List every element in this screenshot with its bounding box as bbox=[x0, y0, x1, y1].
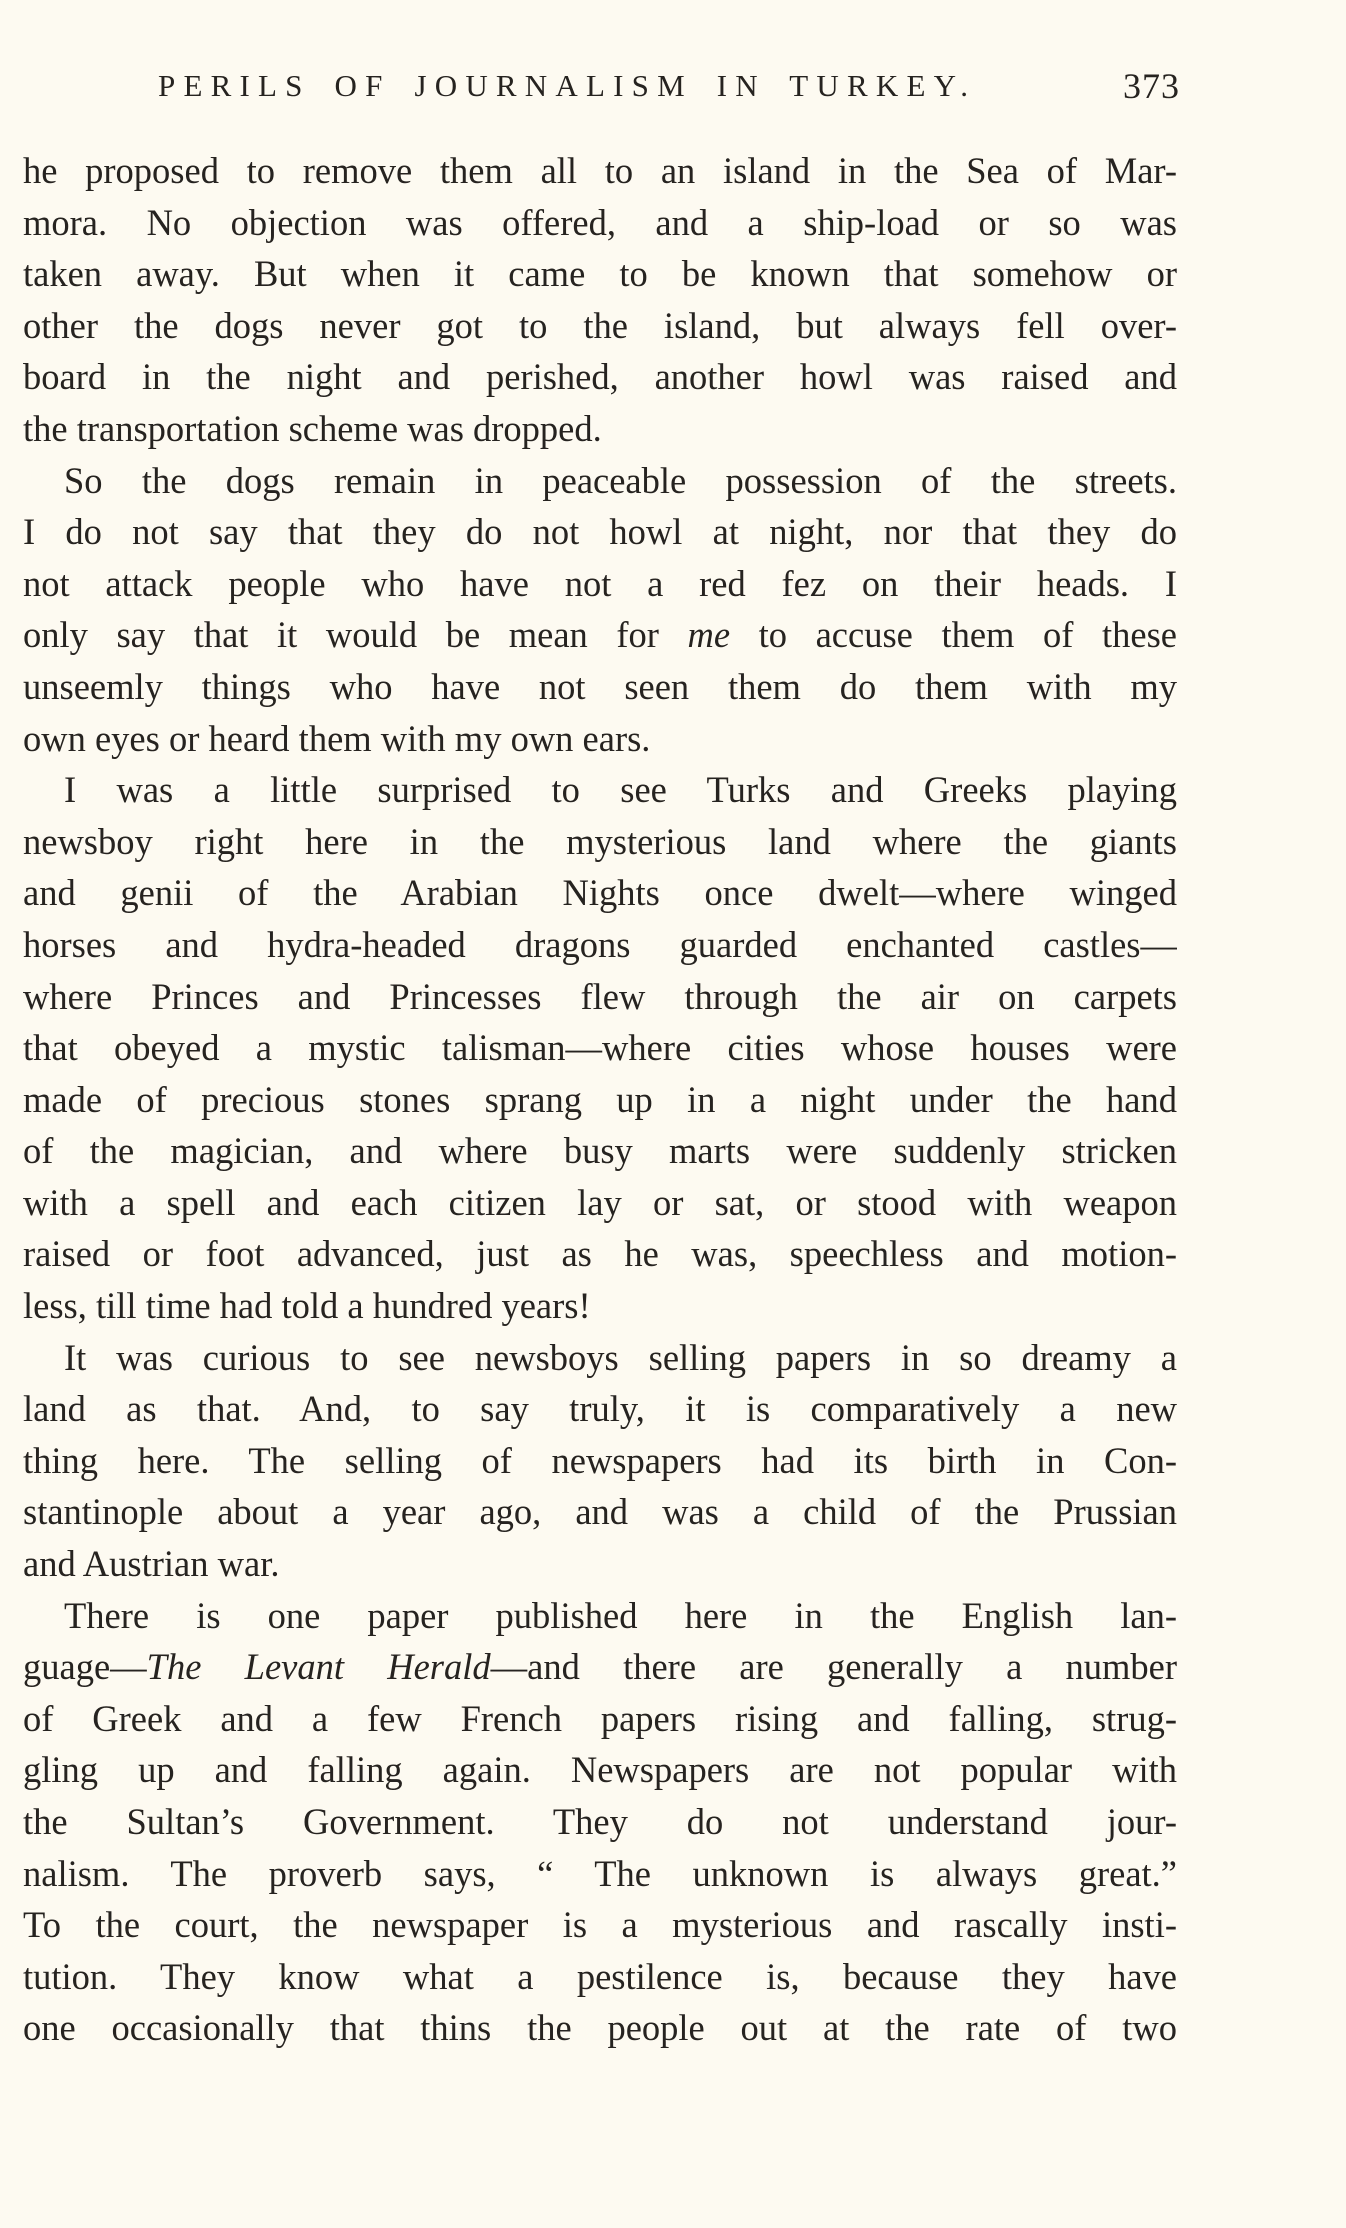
text-line: land as that. And, to say truly, it is comparatively a new bbox=[23, 1388, 1177, 1430]
text-line: unseemly things who have not seen them do them with my bbox=[23, 665, 1177, 707]
text-line: tution. They know what a pestilence is, because they have bbox=[23, 1955, 1177, 1997]
text-line bbox=[23, 609, 1177, 661]
running-title: PERILS OF JOURNALISM IN TURKEY. bbox=[158, 68, 977, 103]
text-line: the Sultan’s Government. They do not understand jour- bbox=[23, 1801, 1177, 1842]
text-segment: only say that it would be mean for bbox=[23, 614, 688, 656]
text-line: stantinople about a year ago, and was a child of the Prussian bbox=[23, 1491, 1177, 1533]
text-line: the transportation scheme was dropped. bbox=[23, 407, 602, 449]
text-line: gling up and falling again. Newspapers are not popular with bbox=[23, 1749, 1177, 1791]
text-line: There is one paper published here in the English lan- bbox=[64, 1594, 1177, 1636]
text-line: So the dogs remain in peaceable possession of the streets. bbox=[64, 459, 1177, 501]
text-line: other the dogs never got to the island, but always fell over- bbox=[23, 304, 1177, 346]
text-segment: to accuse them of these bbox=[730, 614, 1177, 656]
text-segment: guage— bbox=[23, 1646, 147, 1688]
text-line bbox=[23, 1641, 1177, 1693]
text-line: with a spell and each citizen lay or sat, or stood with weapon bbox=[23, 1181, 1177, 1223]
text-line: nalism. The proverb says, “ The unknown is always great.” bbox=[23, 1852, 1177, 1894]
text-line: taken away. But when it came to be known that somehow or bbox=[23, 253, 1177, 295]
text-line: thing here. The selling of newspapers had its birth in Con- bbox=[23, 1439, 1177, 1481]
text-line: one occasionally that thins the people out at the rate of two bbox=[23, 2007, 1177, 2049]
text-line: not attack people who have not a red fez on their heads. I bbox=[23, 562, 1177, 604]
text-line: less, till time had told a hundred years! bbox=[23, 1285, 591, 1327]
body-text bbox=[23, 145, 1177, 2054]
text-line: board in the night and perished, another howl was raised and bbox=[23, 356, 1177, 398]
text-line: and genii of the Arabian Nights once dwelt—where winged bbox=[23, 872, 1177, 914]
text-line: own eyes or heard them with my own ears. bbox=[23, 717, 651, 759]
running-head bbox=[150, 62, 1180, 110]
text-line: of the magician, and where busy marts were suddenly stricken bbox=[23, 1130, 1177, 1172]
text-segment: —and there are generally a number bbox=[490, 1646, 1177, 1688]
text-line: made of precious stones sprang up in a night under the hand bbox=[23, 1078, 1177, 1120]
text-line: where Princes and Princesses flew through the air on carpets bbox=[23, 975, 1177, 1017]
italic-text: The Levant Herald bbox=[146, 1646, 491, 1688]
text-line: I do not say that they do not howl at night, nor that they do bbox=[23, 511, 1177, 553]
text-line: To the court, the newspaper is a mysterious and rascally insti- bbox=[23, 1904, 1177, 1946]
text-line: of Greek and a few French papers rising and falling, strug- bbox=[23, 1697, 1177, 1739]
text-line: that obeyed a mystic talisman—where cities whose houses were bbox=[23, 1027, 1177, 1069]
text-line: I was a little surprised to see Turks and Greeks playing bbox=[64, 769, 1177, 811]
italic-text: me bbox=[687, 614, 731, 656]
text-line: raised or foot advanced, just as he was, speechless and motion- bbox=[23, 1233, 1177, 1275]
text-line: and Austrian war. bbox=[23, 1543, 280, 1585]
text-line: It was curious to see newsboys selling papers in so dreamy a bbox=[64, 1336, 1177, 1378]
text-line: horses and hydra-headed dragons guarded enchanted castles— bbox=[23, 923, 1177, 965]
text-line: newsboy right here in the mysterious land where the giants bbox=[23, 820, 1177, 862]
page-number: 373 bbox=[1123, 66, 1180, 106]
text-line: mora. No objection was offered, and a ship-load or so was bbox=[23, 201, 1177, 243]
text-line: he proposed to remove them all to an island in the Sea of Mar- bbox=[23, 150, 1177, 191]
